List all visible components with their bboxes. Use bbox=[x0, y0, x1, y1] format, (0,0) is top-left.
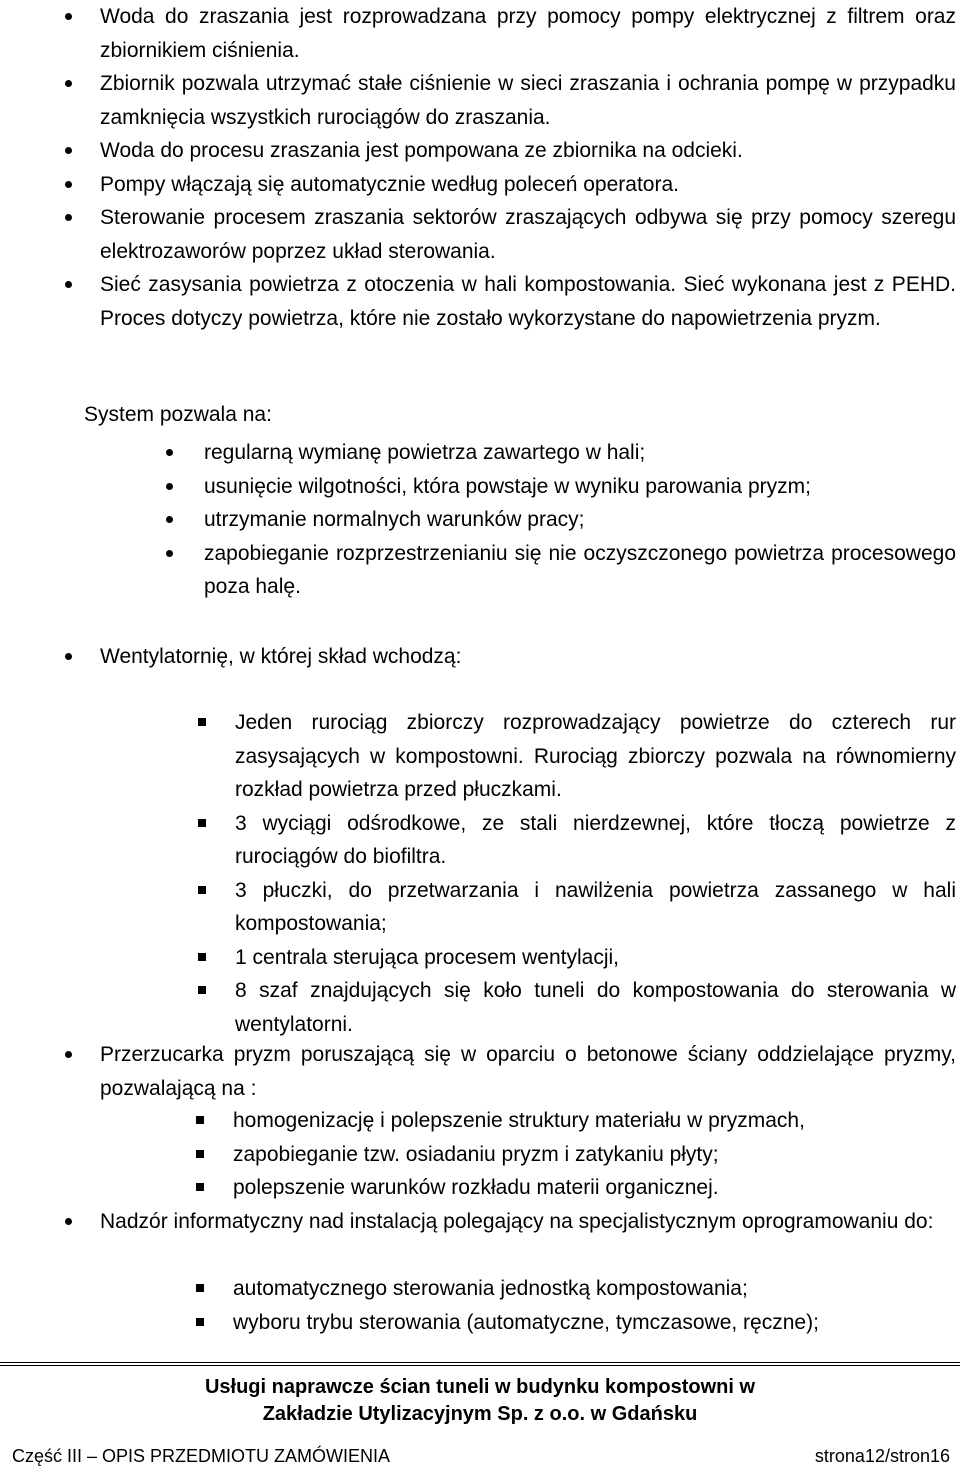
turner-heading-list bbox=[0, 1038, 960, 1105]
list-item: Zbiornik pozwala utrzymać stałe ciśnienie w sieci zraszania i ochrania pompę w przypadku zamknięcia wszystkich rurociągów do zraszania. bbox=[0, 67, 960, 134]
list-item: Woda do zraszania jest rozprowadzana przy pomocy pompy elektrycznej z filtrem oraz zbiornikiem ciśnienia. bbox=[0, 0, 960, 67]
footer-title-line: Zakładzie Utylizacyjnym Sp. z o.o. w Gdańsku bbox=[262, 1403, 698, 1425]
list-item: regularną wymianę powietrza zawartego w hali; bbox=[0, 436, 960, 470]
it-heading: Nadzór informatyczny nad instalacją polegający na specjalistycznym oprogramowaniu do: bbox=[0, 1205, 960, 1239]
it-list bbox=[0, 1272, 960, 1339]
list-item: 3 płuczki, do przetwarzania i nawilżenia powietrza zassanego w hali kompostowania; bbox=[0, 874, 960, 941]
list-item: 8 szaf znajdujących się koło tuneli do kompostowania do sterowania w wentylatorni. bbox=[0, 974, 960, 1041]
list-item: homogenizację i polepszenie struktury materiału w pryzmach, bbox=[0, 1104, 960, 1138]
list-item: zapobieganie tzw. osiadaniu pryzm i zatykaniu płyty; bbox=[0, 1138, 960, 1172]
footer-section: Część III – OPIS PRZEDMIOTU ZAMÓWIENIA bbox=[12, 1446, 391, 1466]
footer-title-line: Usługi naprawcze ścian tuneli w budynku kompostowni w bbox=[204, 1376, 756, 1398]
ventilation-heading-list bbox=[0, 640, 960, 674]
turner-heading: Przerzucarka pryzm poruszającą się w oparciu o betonowe ściany oddzielające pryzmy, pozwalającą na : bbox=[0, 1038, 960, 1105]
system-intro: System pozwala na: bbox=[84, 403, 272, 426]
list-item: Pompy włączają się automatycznie według poleceń operatora. bbox=[0, 168, 960, 202]
ventilation-list bbox=[0, 706, 960, 1041]
list-item: zapobieganie rozprzestrzenianiu się nie oczyszczonego powietrza procesowego poza halę. bbox=[0, 537, 960, 604]
footer-divider bbox=[0, 1362, 960, 1366]
list-item: Woda do procesu zraszania jest pompowana ze zbiornika na odcieki. bbox=[0, 134, 960, 168]
list-item: wyboru trybu sterowania (automatyczne, tymczasowe, ręczne); bbox=[0, 1306, 960, 1340]
list-item: automatycznego sterowania jednostką kompostowania; bbox=[0, 1272, 960, 1306]
list-item: usunięcie wilgotności, która powstaje w wyniku parowania pryzm; bbox=[0, 470, 960, 504]
page-number: strona12/stron16 bbox=[814, 1446, 950, 1466]
list-item: utrzymanie normalnych warunków pracy; bbox=[0, 503, 960, 537]
list-item: Jeden rurociąg zbiorczy rozprowadzający powietrze do czterech rur zasysających w kompostowni. Rurociąg zbiorczy pozwala na równomierny rozkład powietrza przed płuczkami. bbox=[0, 706, 960, 807]
list-item: Sieć zasysania powietrza z otoczenia w hali kompostowania. Sieć wykonana jest z PEHD. Proces dotyczy powietrza, które nie zostało wykorzystane do napowietrzenia pryzm. bbox=[0, 268, 960, 335]
list-item: 1 centrala sterująca procesem wentylacji, bbox=[0, 941, 960, 975]
system-list bbox=[0, 436, 960, 604]
ventilation-heading: Wentylatornię, w której skład wchodzą: bbox=[0, 640, 960, 674]
list-item: 3 wyciągi odśrodkowe, ze stali nierdzewnej, które tłoczą powietrze z rurociągów do biofiltra. bbox=[0, 807, 960, 874]
footer-title bbox=[0, 1374, 960, 1428]
it-heading-list bbox=[0, 1205, 960, 1239]
turner-list bbox=[0, 1104, 960, 1205]
list-item: polepszenie warunków rozkładu materii organicznej. bbox=[0, 1171, 960, 1205]
list-item: Sterowanie procesem zraszania sektorów zraszających odbywa się przy pomocy szeregu elektrozaworów poprzez układ sterowania. bbox=[0, 201, 960, 268]
top-bullet-list bbox=[0, 0, 960, 335]
